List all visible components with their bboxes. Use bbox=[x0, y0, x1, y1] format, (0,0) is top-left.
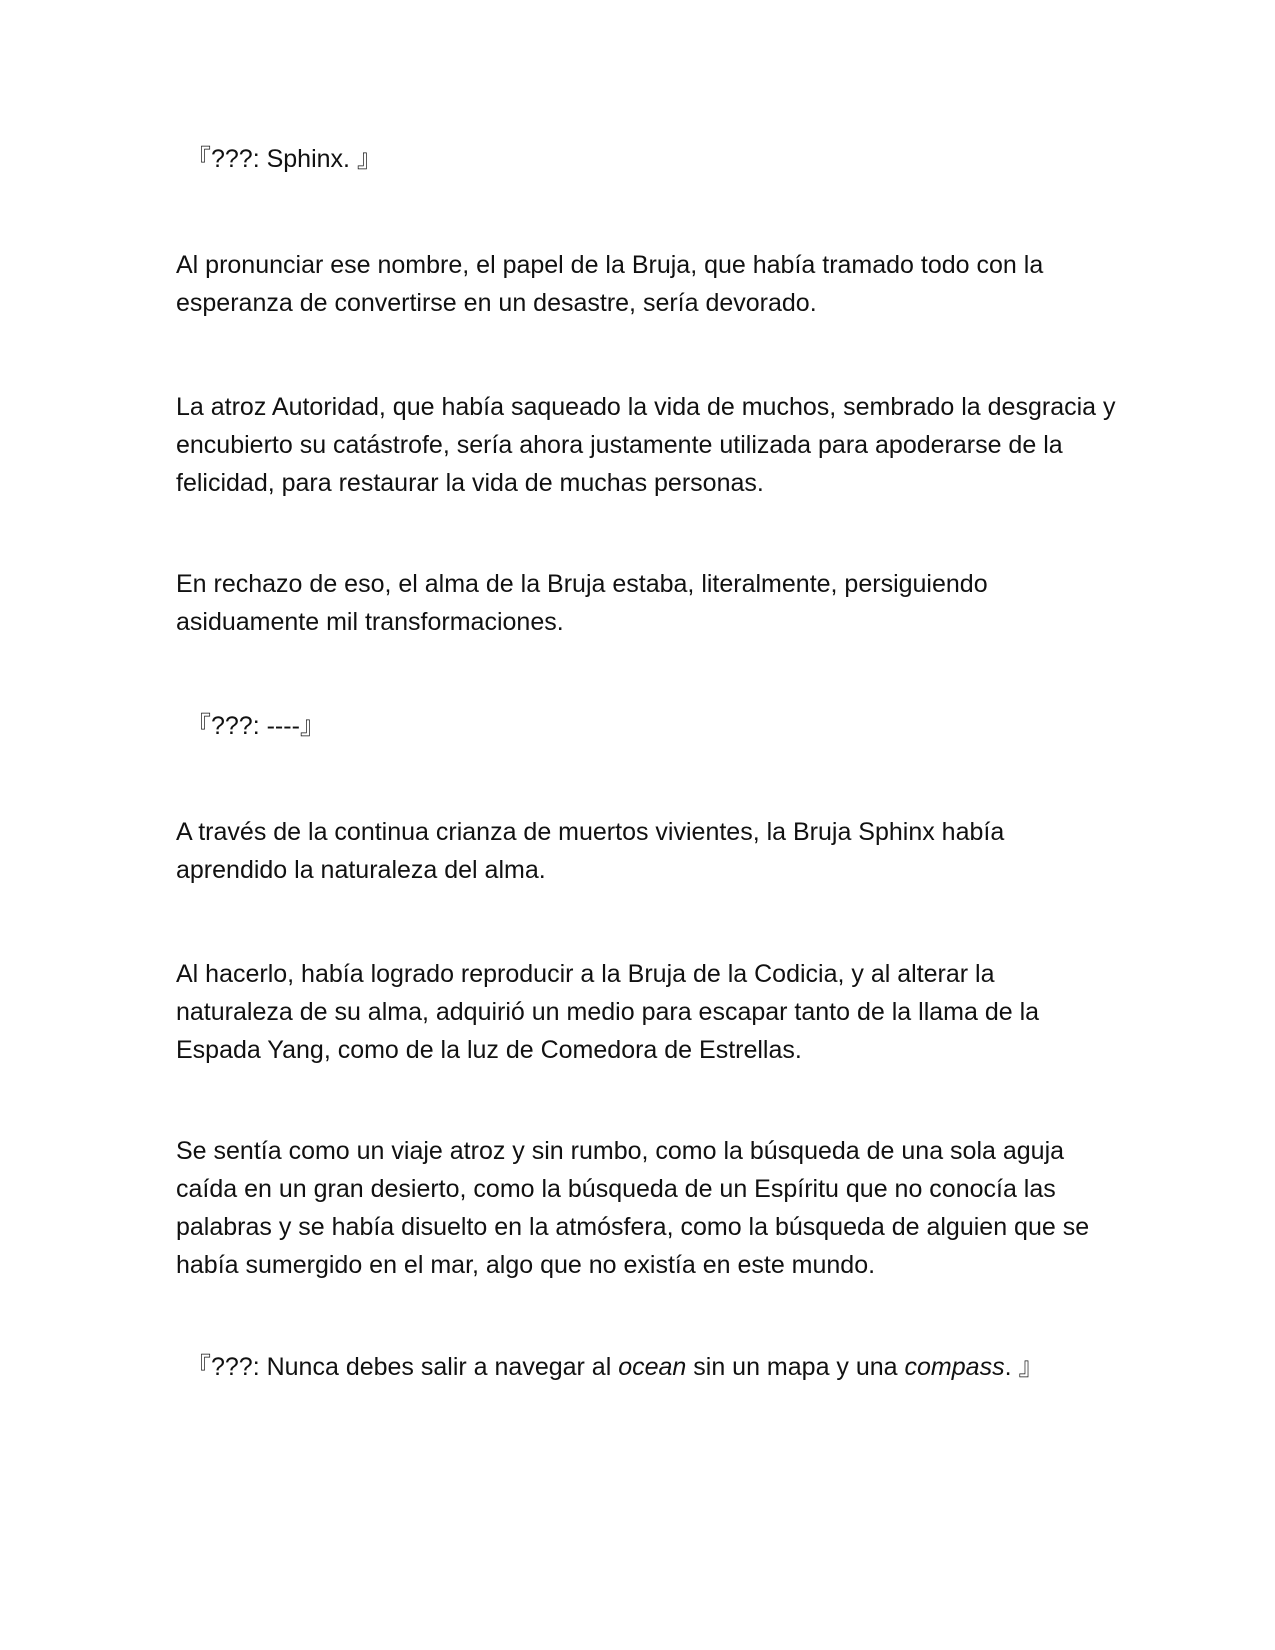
paragraph-undead-rearing: A través de la continua crianza de muertos vivientes, la Bruja Sphinx había aprendido la naturaleza del alma. bbox=[176, 818, 1005, 884]
dialogue-line-dashes: 『???: ----』 bbox=[186, 712, 325, 740]
paragraph-rejection: En rechazo de eso, el alma de la Bruja estaba, literalmente, persiguiendo asiduamente mil transformaciones. bbox=[176, 570, 988, 636]
dialogue-text-part-2: sin un mapa y una bbox=[686, 1353, 905, 1381]
dialogue-text-part-3: . 』 bbox=[1004, 1353, 1044, 1381]
paragraph-greed-witch: Al hacerlo, había logrado reproducir a la Bruja de la Codicia, y al alterar la naturaleza de su alma, adquirió un medio para escapar tanto de la llama de la Espada Yang, como de la luz de Comedora de Estrellas. bbox=[176, 960, 1040, 1064]
italic-word-ocean: ocean bbox=[618, 1353, 687, 1381]
dialogue-line-sphinx: 『???: Sphinx. 』 bbox=[186, 145, 382, 173]
paragraph-witch-role: Al pronunciar ese nombre, el papel de la Bruja, que había tramado todo con la esperanza de convertirse en un desastre, sería devorado. bbox=[176, 251, 1044, 317]
paragraph-journey: Se sentía como un viaje atroz y sin rumbo, como la búsqueda de una sola aguja caída en un gran desierto, como la búsqueda de un Espíritu que no conocía las palabras y se había disuelto en la atmósfera, como la búsqueda de alguien que se había sumergido en el mar, algo que no existía en este mundo. bbox=[176, 1137, 1090, 1279]
dialogue-text-part-1: 『???: Nunca debes salir a navegar al bbox=[186, 1353, 619, 1381]
paragraph-authority: La atroz Autoridad, que había saqueado la vida de muchos, sembrado la desgracia y encubierto su catástrofe, sería ahora justamente utilizada para apoderarse de la felicidad, para restaurar la vida de muchas personas. bbox=[176, 393, 1116, 497]
dialogue-line-ocean bbox=[186, 1348, 1126, 1386]
italic-word-compass: compass bbox=[904, 1353, 1005, 1381]
